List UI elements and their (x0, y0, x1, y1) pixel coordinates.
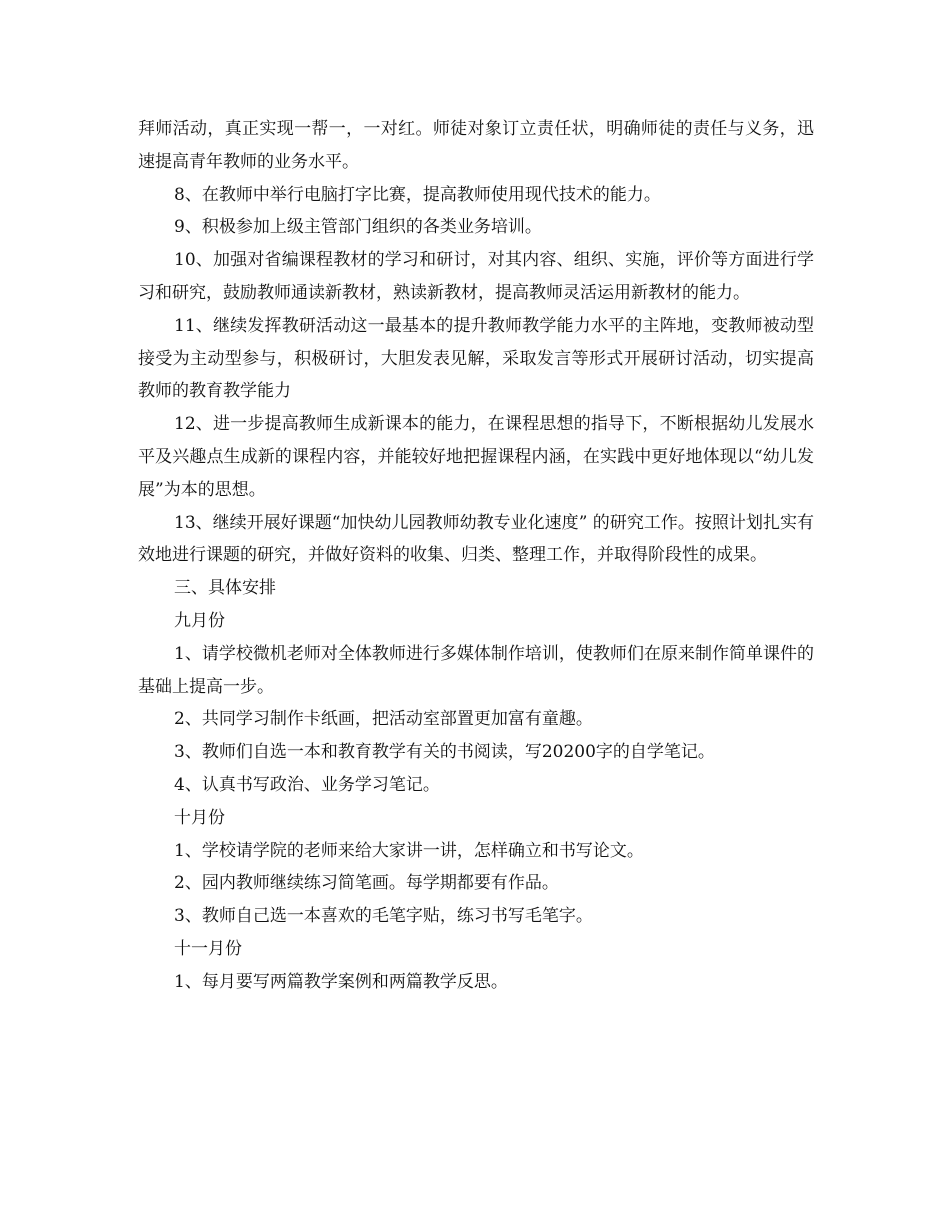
paragraph: 1、每月要写两篇教学案例和两篇教学反思。 (174, 971, 508, 992)
paragraph: 1、学校请学院的老师来给大家讲一讲，怎样确立和书写论文。 (174, 840, 644, 861)
paragraph: 10、加强对省编课程教材的学习和研讨，对其内容、组织、实施，评价等方面进行学习和研究，鼓励教师通读新教材，熟读新教材，提高教师灵活运用新教材的能力。 (138, 250, 814, 303)
paragraph: 2、共同学习制作卡纸画，把活动室部置更加富有童趣。 (174, 709, 593, 730)
paragraph: 11、继续发挥教研活动这一最基本的提升教师教学能力水平的主阵地，变教师被动型接受为主动型参与，积极研讨，大胆发表见解，采取发言等形式开展研讨活动，切实提高教师的教育教学能力 (138, 315, 814, 402)
section-heading: 三、具体安排 (174, 578, 276, 599)
document-body (138, 113, 814, 999)
month-heading: 十一月份 (174, 938, 242, 959)
paragraph: 3、教师们自选一本和教育教学有关的书阅读，写20200字的自学笔记。 (174, 742, 715, 763)
paragraph: 12、进一步提高教师生成新课本的能力，在课程思想的指导下，不断根据幼儿发展水平及兴趣点生成新的课程内容，并能较好地把握课程内涵，在实践中更好地体现以“幼儿发展”为本的思想。 (138, 414, 814, 500)
paragraph: 3、教师自己选一本喜欢的毛笔字贴，练习书写毛笔字。 (174, 906, 593, 927)
paragraph: 1、请学校微机老师对全体教师进行多媒体制作培训，使教师们在原来制作简单课件的基础上提高一步。 (138, 643, 814, 697)
paragraph: 13、继续开展好课题“加快幼儿园教师幼教专业化速度” 的研究工作。按照计划扎实有效地进行课题的研究，并做好资料的收集、归类、整理工作，并取得阶段性的成果。 (138, 512, 814, 566)
paragraph: 8、在教师中举行电脑打字比赛，提高教师使用现代技术的能力。 (174, 184, 661, 205)
paragraph: 拜师活动，真正实现一帮一，一对红。师徒对象订立责任状，明确师徒的责任与义务，迅速提高青年教师的业务水平。 (138, 119, 814, 172)
paragraph: 2、园内教师继续练习简笔画。每学期都要有作品。 (174, 873, 559, 894)
paragraph: 9、积极参加上级主管部门组织的各类业务培训。 (174, 217, 542, 238)
month-heading: 十月份 (174, 807, 225, 828)
month-heading: 九月份 (174, 610, 225, 631)
paragraph: 4、认真书写政治、业务学习笔记。 (174, 774, 440, 795)
